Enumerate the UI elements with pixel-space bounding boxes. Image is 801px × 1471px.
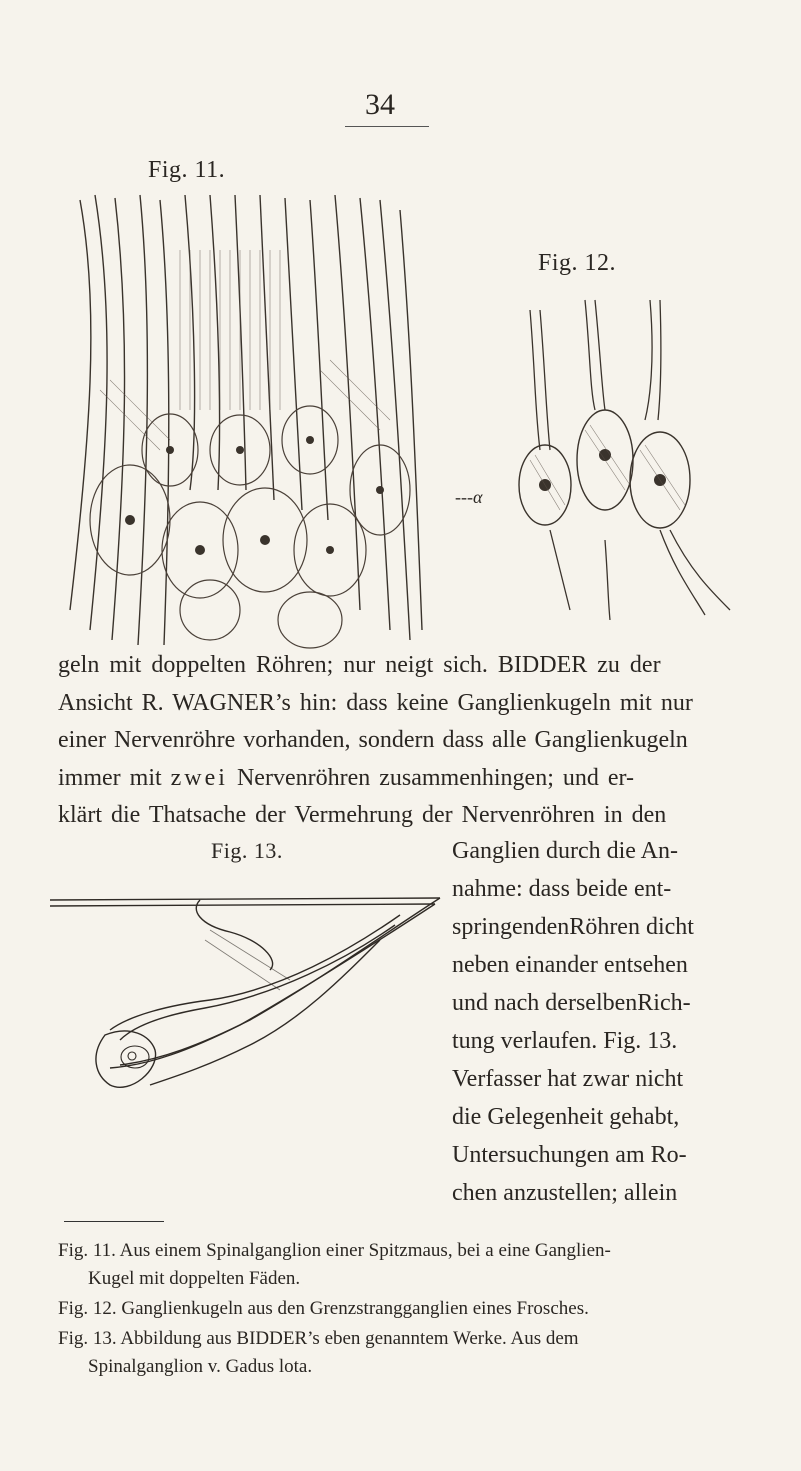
column-line-8: die Gelegenheit gehabt, <box>452 1104 680 1130</box>
footnote-fig11-cont: Kugel mit doppelten Fäden. <box>88 1268 301 1289</box>
footnote-rule <box>64 1221 164 1222</box>
column-line-5: und nach derselbenRich- <box>452 990 691 1016</box>
footnote-fig11-text: Aus einem Spinalganglion einer Spitzmaus, bei a eine Ganglien- <box>119 1240 611 1261</box>
body-line-2: Ansicht R. WAGNER’s hin: dass keine Ganglienkugeln mit nur <box>58 690 693 716</box>
footnote-fig13-cont: Spinalganglion v. Gadus lota. <box>88 1356 313 1377</box>
fig12-label: Fig. 12. <box>538 250 617 276</box>
footnote-fig12 <box>58 1298 589 1320</box>
fig13-illustration <box>50 870 450 1100</box>
fig11-marker-alpha: ---α <box>455 487 483 507</box>
footnote-fig13-text: Abbildung aus BIDDER’s eben genanntem Werke. Aus dem <box>120 1328 579 1349</box>
column-line-2: nahme: dass beide ent- <box>452 876 672 902</box>
column-line-4: neben einander entsehen <box>452 952 688 978</box>
fig13-label: Fig. 13. <box>211 838 283 863</box>
footnote-fig12-text: Ganglienkugeln aus den Grenzstrangganglien eines Frosches. <box>121 1298 589 1319</box>
body-line-4 <box>58 765 634 792</box>
footnote-fig11-label: Fig. 11. <box>58 1240 116 1261</box>
body-line-4-emphasis: zwei <box>170 765 228 791</box>
fig12-illustration <box>490 290 740 620</box>
footnote-fig12-label: Fig. 12. <box>58 1298 117 1319</box>
body-line-1: geln mit doppelten Röhren; nur neigt sich. BIDDER zu der <box>58 652 661 678</box>
body-line-4-part-c: Nervenröhren zusammenhingen; und er- <box>236 765 635 791</box>
column-line-1: Ganglien durch die An- <box>452 838 678 864</box>
footnote-fig11 <box>58 1240 611 1262</box>
footnote-fig13 <box>58 1328 579 1350</box>
fig11-label: Fig. 11. <box>148 157 226 183</box>
body-line-4-part-a: immer mit <box>58 765 162 791</box>
fig11-illustration <box>60 190 430 650</box>
column-line-10: chen anzustellen; allein <box>452 1180 678 1206</box>
column-line-3: springendenRöhren dicht <box>452 914 694 940</box>
body-line-3: einer Nervenröhre vorhanden, sondern dass alle Ganglienkugeln <box>58 727 688 753</box>
body-line-5: klärt die Thatsache der Vermehrung der Nervenröhren in den <box>58 802 667 828</box>
footnote-fig13-label: Fig. 13. <box>58 1328 117 1349</box>
page-number-rule <box>345 126 429 127</box>
page-number: 34 <box>365 88 395 121</box>
column-line-9: Untersuchungen am Ro- <box>452 1142 687 1168</box>
column-line-7: Verfasser hat zwar nicht <box>452 1066 684 1092</box>
column-line-6: tung verlaufen. Fig. 13. <box>452 1028 678 1054</box>
